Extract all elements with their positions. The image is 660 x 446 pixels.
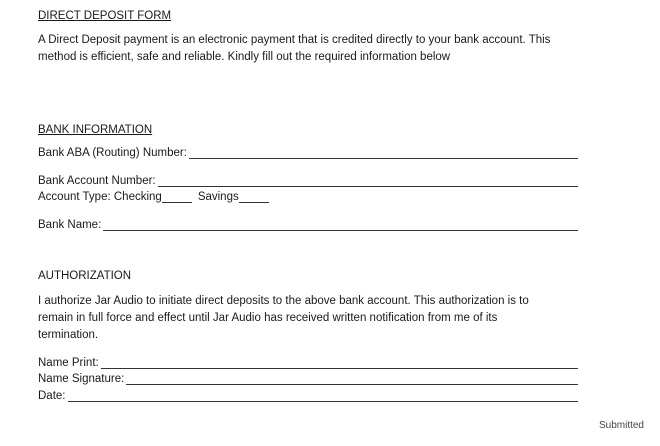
routing-number-field[interactable] xyxy=(189,146,578,159)
date-label: Date: xyxy=(38,390,66,402)
name-print-label: Name Print: xyxy=(38,357,99,369)
bank-name-field[interactable] xyxy=(103,218,578,231)
intro-paragraph: A Direct Deposit payment is an electronic payment that is credited directly to your bank account. This method is efficient, safe and reliable. Kindly fill out the required information below xyxy=(38,34,551,63)
form-title: DIRECT DEPOSIT FORM xyxy=(38,10,172,22)
account-type-label: Account Type: Checking xyxy=(38,191,162,203)
savings-field[interactable] xyxy=(239,190,269,203)
signature-label: Name Signature: xyxy=(38,373,125,385)
signature-field[interactable] xyxy=(126,372,578,385)
submitted-status: Submitted xyxy=(598,420,644,431)
account-number-label: Bank Account Number: xyxy=(38,175,156,187)
authorization-heading: AUTHORIZATION xyxy=(38,270,132,282)
date-field[interactable] xyxy=(68,389,579,402)
account-number-row xyxy=(38,174,578,187)
account-number-field[interactable] xyxy=(158,174,578,187)
savings-label: Savings xyxy=(197,191,239,203)
routing-number-label: Bank ABA (Routing) Number: xyxy=(38,147,187,159)
authorization-paragraph: I authorize Jar Audio to initiate direct deposits to the above bank account. This authorization is to remain in full force and effect until Jar Audio has received written notification from me of its termination. xyxy=(38,295,529,341)
signature-row xyxy=(38,372,578,385)
bank-name-label: Bank Name: xyxy=(38,219,102,231)
routing-number-row xyxy=(38,146,578,159)
account-type-row xyxy=(38,190,275,203)
bank-information-heading: BANK INFORMATION xyxy=(38,124,153,136)
name-print-field[interactable] xyxy=(101,356,578,369)
checking-field[interactable] xyxy=(162,190,192,203)
date-row xyxy=(38,389,578,402)
name-print-row xyxy=(38,356,578,369)
bank-name-row xyxy=(38,218,578,231)
